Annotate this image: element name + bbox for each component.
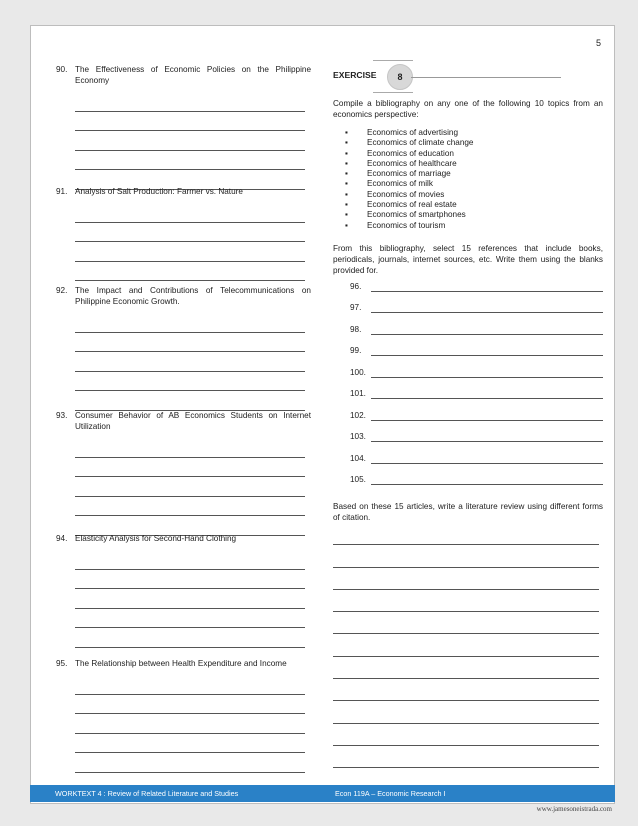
exercise-deco-line [373,92,413,93]
answer-line[interactable] [75,151,305,171]
reference-number: 101. [350,389,366,399]
answer-line[interactable] [75,438,305,458]
reference-line[interactable] [371,334,603,335]
reference-number: 96. [350,281,362,291]
answer-line[interactable] [75,313,305,333]
reference-number: 99. [350,346,362,356]
footer-bar [30,785,615,802]
question-text: Consumer Behavior of AB Economics Students on Internet Utilization [75,411,311,431]
reference-row [333,280,603,302]
reference-number: 103. [350,432,366,442]
review-line[interactable] [333,701,599,723]
answer-lines [75,92,311,190]
review-line[interactable] [333,612,599,634]
bullet-icon: ▪ [345,189,348,199]
answer-line[interactable] [75,714,305,734]
bullet-icon: ▪ [345,158,348,168]
exercise-select-text: From this bibliography, select 15 references that include books, periodicals, journals, internet sources, etc. Write them using the blanks provided for. [333,243,603,275]
question-item [56,285,311,411]
answer-lines [75,438,311,536]
question-number: 94. [56,534,68,543]
bullet-icon: ▪ [345,210,348,220]
topic-text: Economics of movies [367,189,445,199]
bullet-icon: ▪ [345,179,348,189]
topic-item [345,138,603,148]
exercise-number-badge: 8 [387,64,413,90]
review-blank-lines [333,523,603,768]
question-number: 91. [56,187,68,196]
exercise-label: EXERCISE [333,70,377,80]
reference-number: 104. [350,453,366,463]
reference-line[interactable] [371,441,603,442]
reference-number: 97. [350,303,362,313]
answer-line[interactable] [75,458,305,478]
reference-line[interactable] [371,377,603,378]
topic-text: Economics of milk [367,179,433,189]
reference-number: 102. [350,410,366,420]
topic-item [345,128,603,138]
reference-row [333,452,603,474]
reference-row [333,473,603,495]
answer-line[interactable] [75,223,305,243]
topic-item [345,169,603,179]
reference-line[interactable] [371,484,603,485]
question-text: Elasticity Analysis for Second-Hand Clothing [75,534,237,543]
question-item [56,658,311,773]
reference-number: 98. [350,324,362,334]
answer-line[interactable] [75,333,305,353]
exercise-rule [411,77,561,78]
topic-item [345,159,603,169]
topic-text: Economics of education [367,148,454,158]
review-line[interactable] [333,679,599,701]
answer-lines [75,313,311,411]
question-text: Analysis of Salt Production: Farmer vs. Nature [75,187,243,196]
reference-row [333,301,603,323]
reference-line[interactable] [371,312,603,313]
bullet-icon: ▪ [345,169,348,179]
answer-line[interactable] [75,589,305,609]
bullet-icon: ▪ [345,128,348,137]
topic-item [345,179,603,189]
topic-text: Economics of healthcare [367,158,457,168]
exercise-intro: Compile a bibliography on any one of the following 10 topics from an economics perspective: [333,99,603,119]
question-number: 90. [56,65,68,74]
question-number: 92. [56,286,68,295]
answer-lines [75,203,311,281]
answer-line[interactable] [75,628,305,648]
reference-row [333,323,603,345]
answer-lines [75,550,311,648]
review-instructions: Based on these 15 articles, write a literature review using different forms of citation. [333,501,603,522]
page-number: 5 [595,38,601,48]
question-number: 93. [56,411,68,420]
topic-text: Economics of tourism [367,220,446,230]
answer-line[interactable] [75,477,305,497]
question-item [56,410,311,536]
reference-row [333,387,603,409]
reference-number: 100. [350,367,366,377]
review-line[interactable] [333,746,599,768]
footer-right-text: Econ 119A – Economic Research I [335,789,446,798]
topic-item [345,200,603,210]
question-text: The Relationship between Health Expenditure and Income [75,659,287,668]
review-line[interactable] [333,590,599,612]
review-line[interactable] [333,657,599,679]
answer-line[interactable] [75,92,305,112]
reference-row [333,366,603,388]
answer-line[interactable] [75,352,305,372]
bullet-icon: ▪ [345,138,348,148]
topic-item [345,210,603,220]
reference-line[interactable] [371,355,603,356]
answer-line[interactable] [75,570,305,590]
topic-text: Economics of marriage [367,169,451,179]
answer-line[interactable] [75,675,305,695]
question-text: The Impact and Contributions of Telecommunications on Philippine Economic Growth. [75,286,311,306]
answer-line[interactable] [75,497,305,517]
topic-item [345,190,603,200]
question-item [56,186,311,281]
answer-line[interactable] [75,609,305,629]
answer-line[interactable] [75,112,305,132]
bullet-icon: ▪ [345,220,348,230]
question-item [56,64,311,190]
worksheet-page [30,25,615,804]
exercise-deco-line [373,60,413,61]
exercise-header [333,64,603,86]
review-line[interactable] [333,545,599,567]
topic-item [345,149,603,159]
review-line[interactable] [333,568,599,590]
right-column [333,64,603,768]
bullet-icon: ▪ [345,148,348,158]
reference-row [333,430,603,452]
question-text: The Effectiveness of Economic Policies on the Philippine Economy [75,65,311,85]
reference-row [333,409,603,431]
answer-line[interactable] [75,695,305,715]
topic-item [345,221,603,231]
review-line[interactable] [333,724,599,746]
answer-line[interactable] [75,753,305,773]
question-number: 95. [56,659,68,668]
bullet-icon: ▪ [345,200,348,210]
answer-line[interactable] [75,131,305,151]
answer-line[interactable] [75,372,305,392]
topic-list [333,128,603,231]
answer-line[interactable] [75,242,305,262]
reference-list [333,280,603,495]
footer-left-text: WORKTEXT 4 : Review of Related Literature and Studies [55,789,239,798]
reference-line[interactable] [371,398,603,399]
topic-text: Economics of smartphones [367,210,466,220]
reference-line[interactable] [371,420,603,421]
reference-number: 105. [350,475,366,485]
question-item [56,533,311,648]
answer-line[interactable] [75,734,305,754]
topic-text: Economics of real estate [367,200,457,210]
answer-lines [75,675,311,773]
answer-line[interactable] [75,262,305,282]
answer-line[interactable] [75,391,305,411]
review-line[interactable] [333,634,599,656]
reference-row [333,344,603,366]
answer-line[interactable] [75,203,305,223]
reference-line[interactable] [371,291,603,292]
topic-text: Economics of advertising [367,128,459,137]
review-line[interactable] [333,523,599,545]
topic-text: Economics of climate change [367,138,474,148]
reference-line[interactable] [371,463,603,464]
answer-line[interactable] [75,550,305,570]
credit-watermark: www.jamesoneistrada.com [536,805,612,813]
